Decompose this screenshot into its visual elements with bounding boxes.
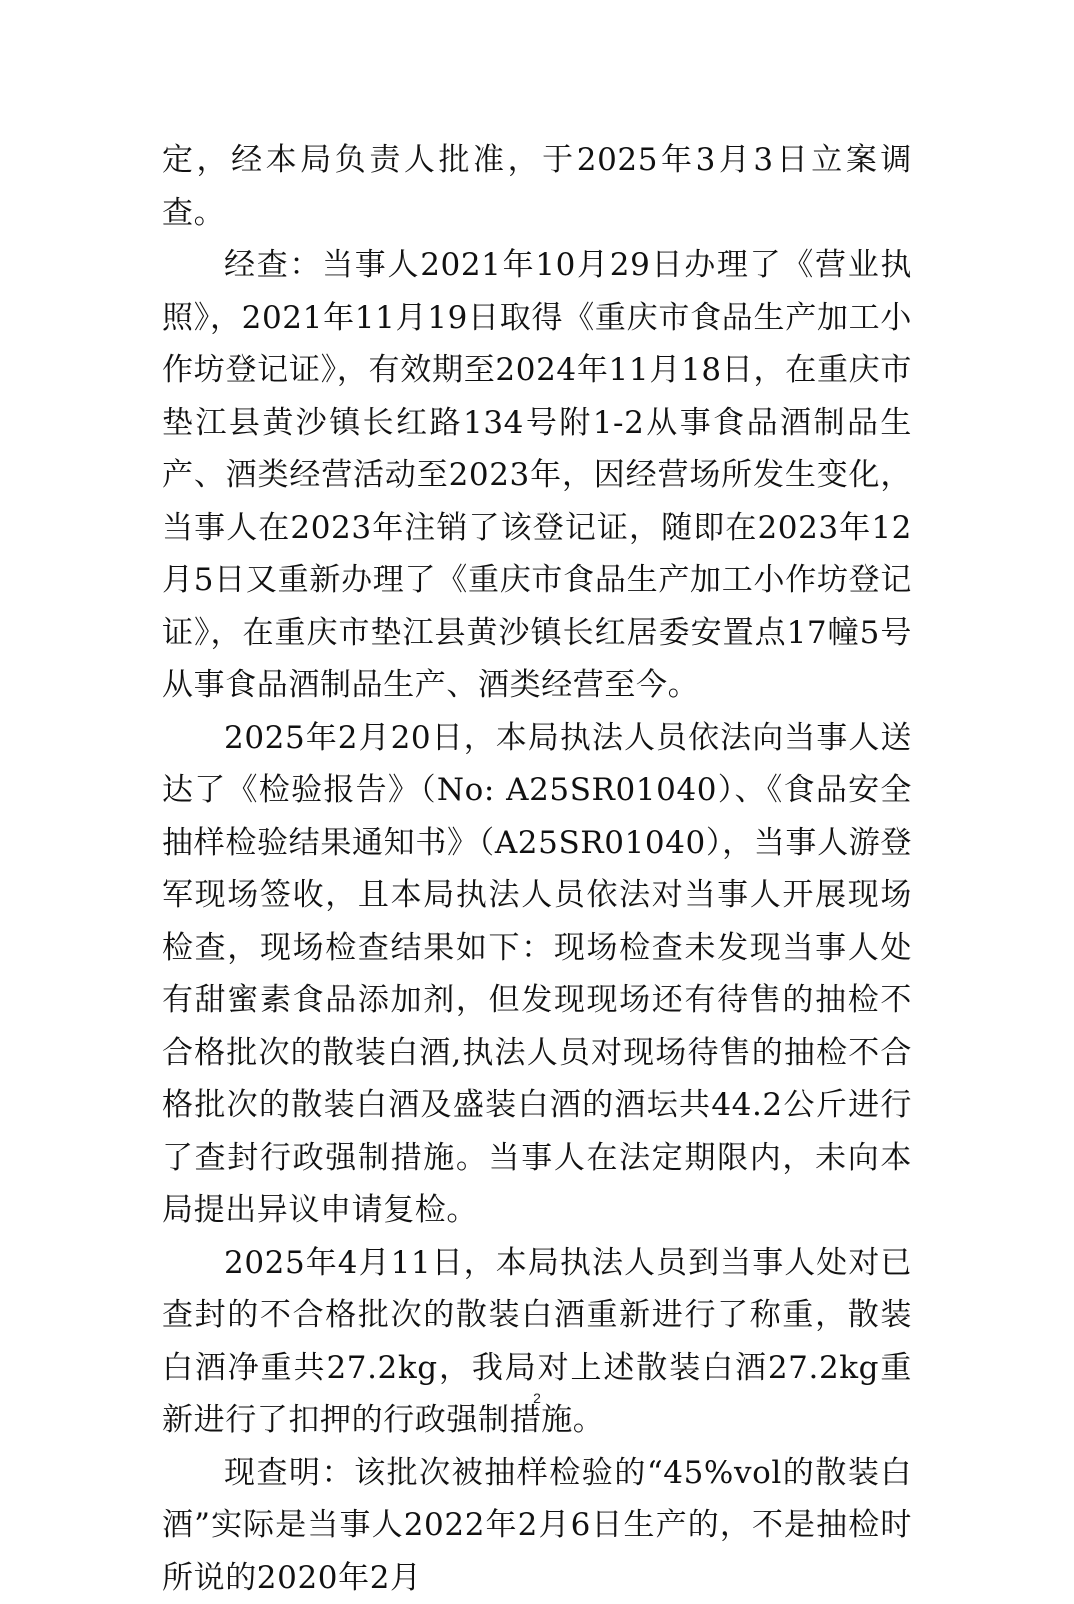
paragraph-reweighing: 2025年4月11日，本局执法人员到当事人处对已查封的不合格批次的散装白酒重新进行了称重，散装白酒净重共27.2kg，我局对上述散装白酒27.2kg重新进行了扣押的行政强制措施。 (162, 1237, 912, 1447)
paragraph-investigation: 经查：当事人2021年10月29日办理了《营业执照》，2021年11月19日取得《重庆市食品生产加工小作坊登记证》，有效期至2024年11月18日，在重庆市垫江县黄沙镇长红路134号附1-2从事食品酒制品生产、酒类经营活动至2023年，因经营场所发生变化，当事人在2023年注销了该登记证，随即在2023年12月5日又重新办理了《重庆市食品生产加工小作坊登记证》，在重庆市垫江县黄沙镇长红居委安置点17幢5号从事食品酒制品生产、酒类经营至今。 (162, 239, 912, 712)
document-body (162, 134, 912, 1604)
paragraph-inspection-report: 2025年2月20日，本局执法人员依法向当事人送达了《检验报告》（No: A25SR01040）、《食品安全抽样检验结果通知书》（A25SR01040），当事人游登军现场签收，且本局执法人员依法对当事人开展现场检查，现场检查结果如下：现场检查未发现当事人处有甜蜜素食品添加剂，但发现现场还有待售的抽检不合格批次的散装白酒,执法人员对现场待售的抽检不合格批次的散装白酒及盛装白酒的酒坛共44.2公斤进行了查封行政强制措施。当事人在法定期限内，未向本局提出异议申请复检。 (162, 712, 912, 1237)
page-number: 2 (0, 1390, 1074, 1406)
paragraph-continuation: 定，经本局负责人批准，于2025年3月3日立案调查。 (162, 134, 912, 239)
paragraph-findings: 现查明：该批次被抽样检验的“45%vol的散装白酒”实际是当事人2022年2月6日生产的，不是抽检时所说的2020年2月 (162, 1447, 912, 1604)
